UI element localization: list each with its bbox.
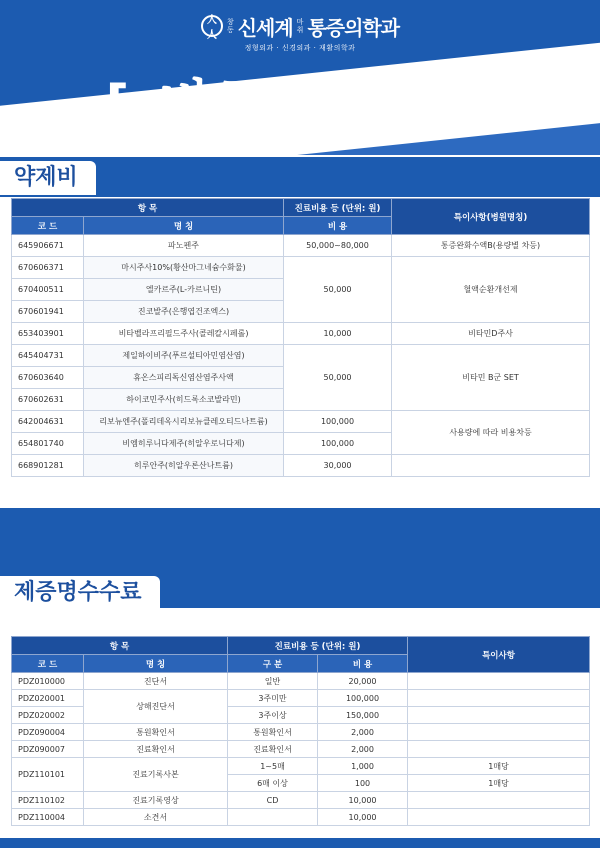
table-row: PDZ020002 3주이상 150,000: [12, 707, 590, 724]
table-row: 645906671 파노펜주 50,000~80,000 통증완화수액B(용량별 차등): [12, 235, 590, 257]
clinic-name-right: 통증의학과: [307, 15, 400, 40]
table-row: PDZ110102 진료기록영상 CD 10,000: [12, 792, 590, 809]
header-item: 항 목: [12, 199, 284, 217]
table-row: 670400511 엘카르주(L-카르니틴): [12, 279, 590, 301]
header-fee: 비 용: [318, 655, 408, 673]
header-cost: 진료비용 등 (단위: 원): [228, 637, 408, 655]
table-row: 642004631 리보뉴엔주(폴리데옥시리보뉴클레오티드나트륨) 100,000 사용량에 따라 비용차등: [12, 411, 590, 433]
clinic-name-left: 신세계: [237, 15, 293, 40]
table-row: 6매 이상 100 1매당: [12, 775, 590, 792]
header-fee: 비 용: [284, 217, 392, 235]
table-row: 670606371 마시주사10%(황산마그네슘수화물) 50,000 혈액순환개선제: [12, 257, 590, 279]
logo-icon: 人人: [201, 15, 223, 37]
header-cost: 진료비용 등 (단위: 원): [284, 199, 392, 217]
table-row: 670601941 진코발주(은행엽건조엑스): [12, 301, 590, 323]
header-type: 구 분: [228, 655, 318, 673]
table-row: 653403901 비타벨라프리필드주사(콜레칼시페롤) 10,000 비타민D주사: [12, 323, 590, 345]
table-row: PDZ110004 소견서 10,000: [12, 809, 590, 826]
header-code: 코 드: [12, 217, 84, 235]
table-row: 654801740 비엠히루니다제주(히알우로니다제) 100,000: [12, 433, 590, 455]
clinic-departments: 정형외과 · 신경외과 · 재활의학과: [244, 43, 356, 52]
table-row: PDZ020001 상해진단서 3주미만 100,000: [12, 690, 590, 707]
table-row: PDZ090004 통원확인서 통원확인서 2,000: [12, 724, 590, 741]
table-row: 670603640 휴온스피리독신염산염주사액: [12, 367, 590, 389]
header-name: 명 칭: [84, 217, 284, 235]
header-name: 명 칭: [84, 655, 228, 673]
header-item: 항 목: [12, 637, 228, 655]
section1-title: 약제비: [0, 161, 96, 195]
drug-fee-table: [11, 198, 590, 477]
header-code: 코 드: [12, 655, 84, 673]
table-row: PDZ110101 진료기록사본 1~5매 1,000 1매당: [12, 758, 590, 775]
table-row: 645404731 제일하이비주(푸르설티아민염산염) 50,000 비타민 B군 SET: [12, 345, 590, 367]
clinic-logo: 人人 창 동 신세계 마 취 통증의학과 정형외과 · 신경외과 · 재활의학과: [0, 8, 600, 53]
certificate-fee-table: [11, 636, 590, 826]
table-row: 670602631 하이코민주사(히드록소코발라민): [12, 389, 590, 411]
header-note: 특이사항(병원명칭): [392, 199, 590, 235]
table-row: PDZ090007 진료확인서 진료확인서 2,000: [12, 741, 590, 758]
header-note: 특이사항: [408, 637, 590, 673]
table-row: PDZ010000 진단서 일반 20,000: [12, 673, 590, 690]
table-row: 668901281 히루안주(히알우론산나트륨) 30,000: [12, 455, 590, 477]
footer-band: [0, 838, 600, 848]
section2-title: 제증명수수료: [0, 576, 160, 610]
page-title: [ 비급여고지 ]: [105, 75, 495, 135]
